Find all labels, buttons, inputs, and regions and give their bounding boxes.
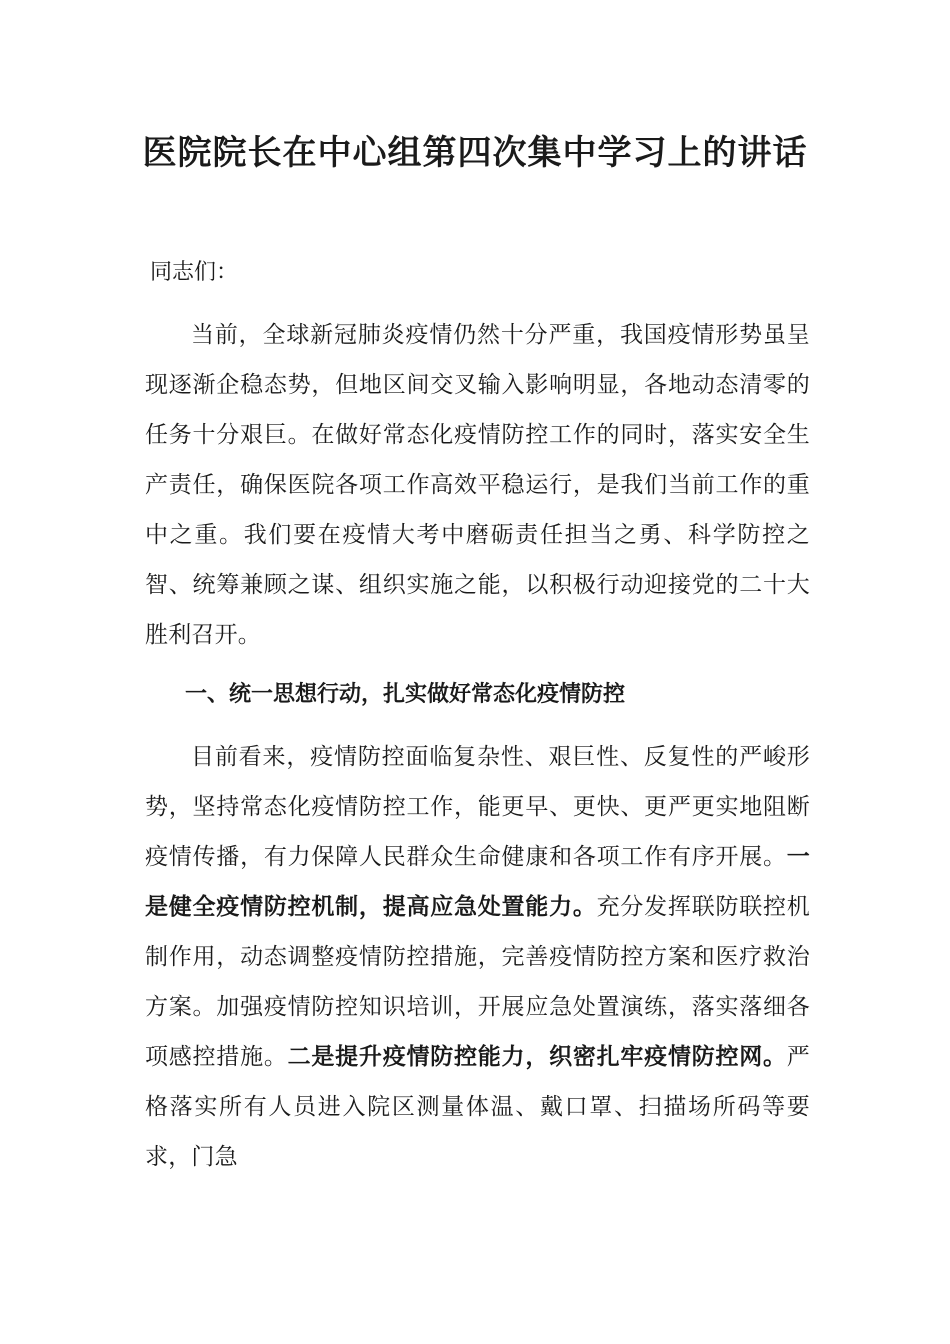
paragraph-section-1 <box>145 732 810 1182</box>
paragraph-text-run: 充分发挥联防联控机制作用，动态调整疫情防控措施，完善疫情防控方案和医疗救治方案。加强疫情防控知识培训，开展应急处置演练，落实落细各项感控措施。 <box>145 894 810 1070</box>
paragraph-intro: 当前，全球新冠肺炎疫情仍然十分严重，我国疫情形势虽呈现逐渐企稳态势，但地区间交叉输入影响明显，各地动态清零的任务十分艰巨。在做好常态化疫情防控工作的同时，落实安全生产责任，确保医院各项工作高效平稳运行，是我们当前工作的重中之重。我们要在疫情大考中磨砺责任担当之勇、科学防控之智、统筹兼顾之谋、组织实施之能，以积极行动迎接党的二十大胜利召开。 <box>145 322 810 648</box>
bold-point-1: 一是健全疫情防控机制，提高应急处置能力。 <box>145 844 810 920</box>
bold-point-2: 二是提升疫情防控能力，织密扎牢疫情防控网。 <box>287 1044 787 1070</box>
paragraph-text-run: 目前看来，疫情防控面临复杂性、艰巨性、反复性的严峻形势，坚持常态化疫情防控工作，能更早、更快、更严更实地阻断疫情传播，有力保障人民群众生命健康和各项工作有序开展。 <box>145 744 810 870</box>
document-title: 医院院长在中心组第四次集中学习上的讲话 <box>142 133 808 173</box>
paragraph-text-run: 严格落实所有人员进入院区测量体温、戴口罩、扫描场所码等要求，门急 <box>145 1044 810 1170</box>
section-heading-1: 一、统一思想行动，扎实做好常态化疫情防控 <box>185 682 626 707</box>
salutation: 同志们： <box>150 260 239 285</box>
